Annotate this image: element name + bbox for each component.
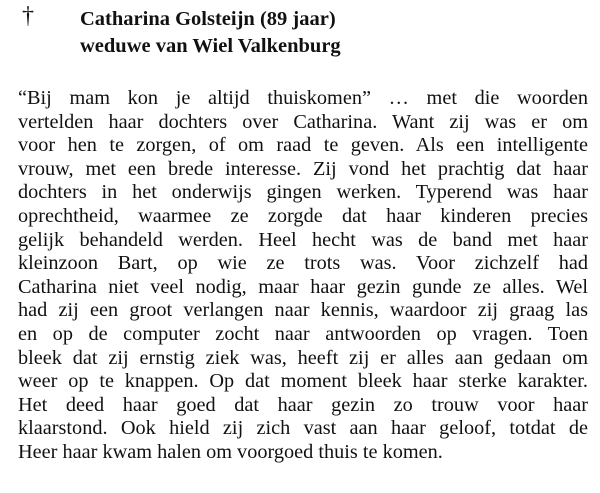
body-line: klaarstond. Ook hield zij zich vast aan haar geloof, totdat de xyxy=(18,417,588,440)
body-line: weer op te knappen. Op dat moment bleek haar sterke karakter. xyxy=(18,370,588,393)
body-line: dochters in het onderwijs gingen werken. Typerend was haar xyxy=(18,181,588,204)
body-line: Het deed haar goed dat haar gezin zo trouw voor haar xyxy=(18,393,588,416)
cross-icon: † xyxy=(22,3,34,29)
body-line: oprechtheid, waarmee ze zorgde dat haar kinderen precies xyxy=(18,204,588,227)
obituary-body xyxy=(18,87,588,465)
deceased-name: Catharina Golsteijn (89 jaar) xyxy=(80,8,336,30)
body-line: gelijk behandeld werden. Heel hecht was de band met haar xyxy=(18,228,588,251)
body-line: kleinzoon Bart, op wie ze trots was. Voor zichzelf had xyxy=(18,252,588,275)
body-line: voor hen te zorgen, of om raad te geven. Als een intelligente xyxy=(18,134,588,157)
body-line: en op de computer zocht naar antwoorden op vragen. Toen xyxy=(18,322,588,345)
body-line: vertelden haar dochters over Catharina. Want zij was er om xyxy=(18,110,588,133)
body-line: vrouw, met een brede interesse. Zij vond het prachtig dat haar xyxy=(18,157,588,180)
body-line: Heer haar kwam halen om voorgoed thuis te komen. xyxy=(18,440,443,463)
body-line: bleek dat zij ernstig ziek was, heeft zij er alles aan gedaan om xyxy=(18,346,588,369)
obituary-heading xyxy=(80,6,341,60)
body-line: had zij een groot verlangen naar kennis, waardoor zij graag las xyxy=(18,299,588,322)
relation-line: weduwe van Wiel Valkenburg xyxy=(80,35,341,57)
body-line: “Bij mam kon je altijd thuiskomen” … met die woorden xyxy=(18,87,588,109)
body-line: Catharina niet veel nodig, maar haar gezin gunde ze alles. Wel xyxy=(18,275,588,298)
